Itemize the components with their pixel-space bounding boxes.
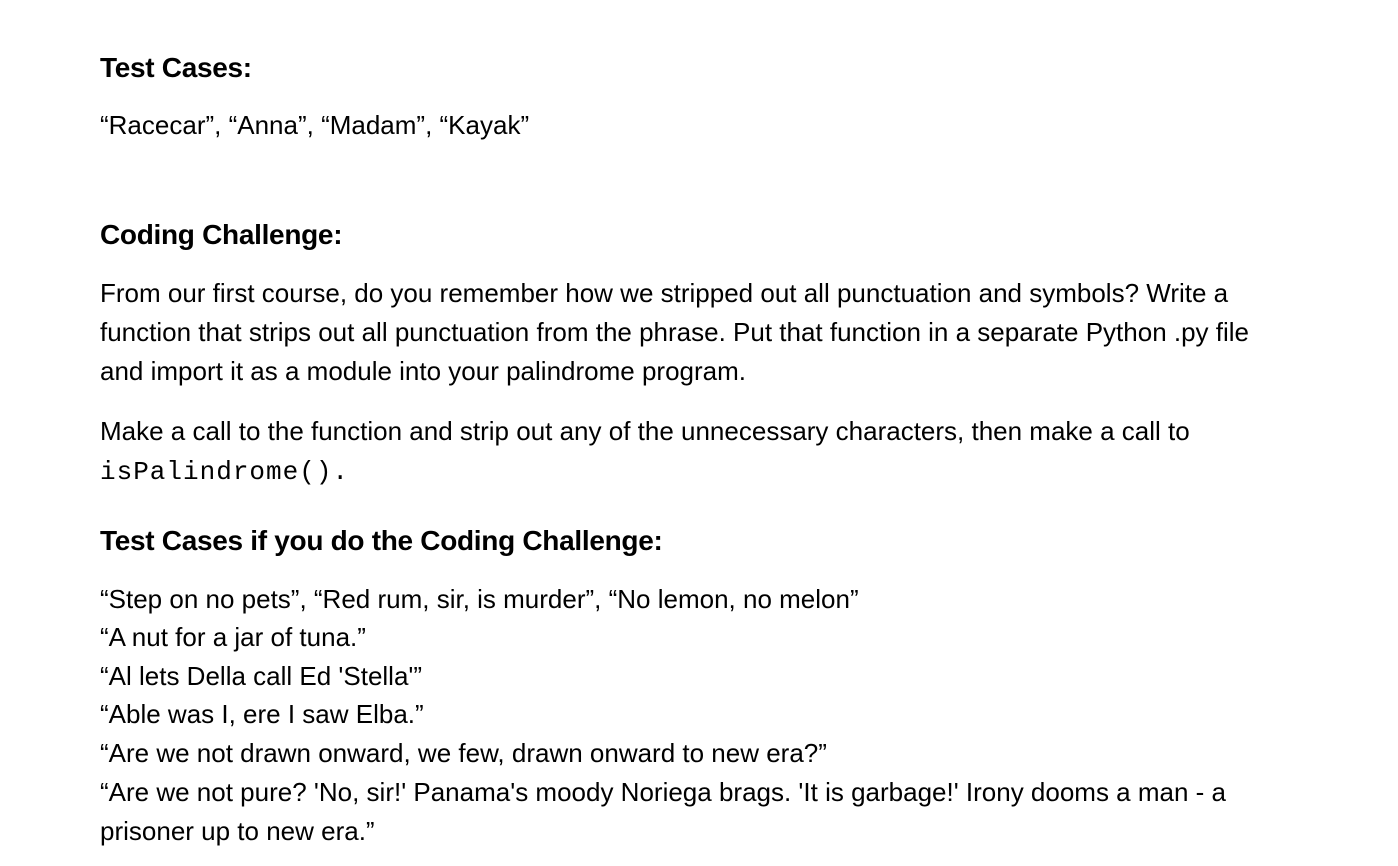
challenge-paragraph-line-3: and import it as a module into your palindrome program.: [100, 356, 746, 386]
challenge-case-line: “Step on no pets”, “Red rum, sir, is murder”, “No lemon, no melon”: [100, 584, 859, 614]
challenge-paragraph-line-1: From our first course, do you remember how we stripped out all punctuation and symbols? Write a: [100, 278, 1229, 308]
challenge-test-cases-heading: Test Cases if you do the Coding Challenge:: [100, 525, 663, 556]
test-cases-heading: Test Cases:: [100, 52, 252, 83]
instruction-code-line: [100, 451, 349, 492]
challenge-case-line: “A nut for a jar of tuna.”: [100, 622, 366, 652]
challenge-case-line: “Are we not drawn onward, we few, drawn onward to new era?”: [100, 738, 827, 768]
test-cases-list: “Racecar”, “Anna”, “Madam”, “Kayak”: [100, 110, 530, 140]
challenge-case-line: “Are we not pure? 'No, sir!' Panama's moody Noriega brags. 'It is garbage!' Irony dooms a man - a: [100, 777, 1227, 807]
coding-challenge-heading: Coding Challenge:: [100, 219, 343, 250]
instruction-line-1: Make a call to the function and strip out any of the unnecessary characters, then make a call to: [100, 416, 1190, 446]
ispalindrome-code: isPalindrome().: [100, 457, 350, 487]
challenge-case-line: “Al lets Della call Ed 'Stella'”: [100, 661, 423, 691]
challenge-paragraph-line-2: function that strips out all punctuation from the phrase. Put that function in a separate Python .py file: [100, 317, 1250, 347]
challenge-case-line: prisoner up to new era.”: [100, 816, 375, 846]
challenge-case-line: “Able was I, ere I saw Elba.”: [100, 699, 424, 729]
